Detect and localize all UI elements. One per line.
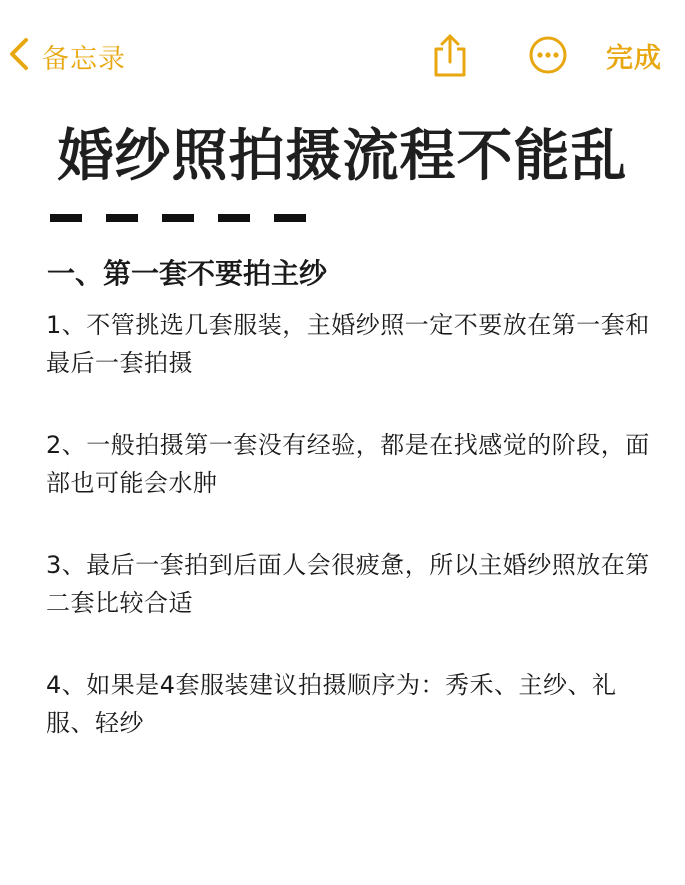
dash <box>106 214 138 222</box>
dash <box>218 214 250 222</box>
dash <box>162 214 194 222</box>
chevron-left-icon <box>8 37 30 75</box>
paragraph-2: 2、一般拍摄第一套没有经验，都是在找感觉的阶段，面部也可能会水肿 <box>46 431 650 497</box>
dash <box>274 214 306 222</box>
share-button[interactable] <box>430 32 470 78</box>
note-title: 婚纱照拍摄流程不能乱 <box>57 124 628 189</box>
more-icon <box>529 59 567 78</box>
back-button[interactable] <box>8 36 126 76</box>
paragraph-1: 1、不管挑选几套服装，主婚纱照一定不要放在第一套和最后一套拍摄 <box>46 311 650 377</box>
done-button[interactable]: 完成 <box>606 43 662 74</box>
dash <box>50 214 82 222</box>
divider-dashes <box>50 214 306 222</box>
back-label: 备忘录 <box>42 43 126 75</box>
more-button[interactable] <box>529 36 567 74</box>
note-body[interactable] <box>46 306 656 786</box>
paragraph-3: 3、最后一套拍到后面人会很疲惫，所以主婚纱照放在第二套比较合适 <box>46 551 650 617</box>
paragraph-4: 4、如果是4套服装建议拍摄顺序为：秀禾、主纱、礼服、轻纱 <box>46 671 617 737</box>
section-heading: 一、第一套不要拍主纱 <box>47 257 328 290</box>
share-icon <box>430 63 470 82</box>
navigation-bar <box>0 0 685 110</box>
